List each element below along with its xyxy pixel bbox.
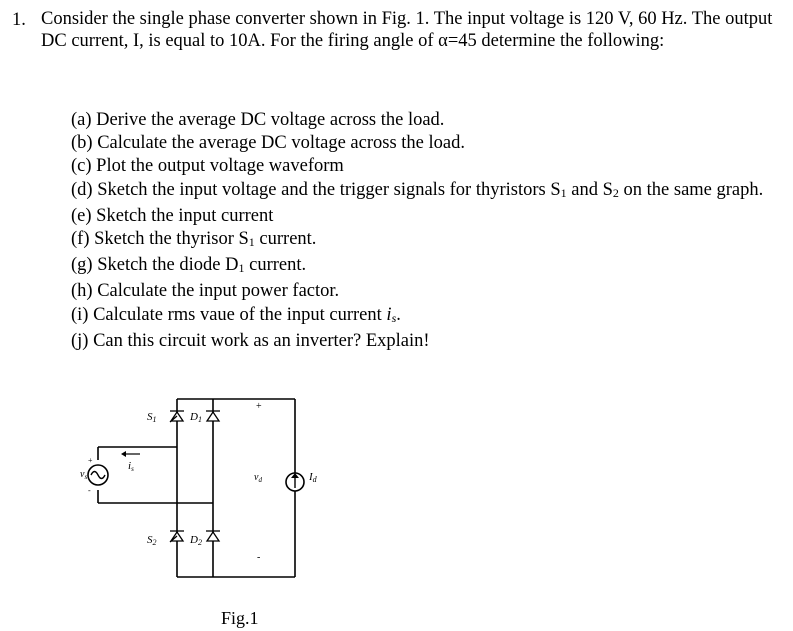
label-d2: D2: [190, 534, 202, 547]
label-source-minus: -: [88, 486, 91, 495]
part-i: [71, 304, 771, 330]
label-s1: S1: [147, 411, 157, 424]
part-b: (b) Calculate the average DC voltage across the load.: [71, 133, 465, 154]
part-f: [71, 228, 771, 254]
label-id: Id: [309, 471, 317, 484]
part-a: (a) Derive the average DC voltage across the load.: [71, 110, 445, 130]
label-is: is: [128, 460, 134, 473]
part-g-post: current.: [244, 255, 307, 276]
part-g: [71, 254, 771, 280]
part-e: (e) Sketch the input current: [71, 205, 274, 226]
diode-d1-icon: [206, 411, 220, 421]
label-plus-top: +: [256, 401, 262, 412]
part-d-sub1: 1: [560, 185, 567, 200]
label-vs: $v_s$: [80, 469, 88, 481]
part-d-sub2: 2: [612, 185, 619, 200]
label-source-plus: +: [88, 456, 93, 465]
part-f-sub1: 1: [248, 235, 255, 250]
ac-source-icon: [88, 465, 108, 485]
current-source-id-icon: [286, 473, 304, 491]
thyristor-s2-icon: [170, 531, 184, 542]
part-d: [71, 179, 771, 205]
part-d-post: on the same graph.: [618, 179, 764, 200]
part-i-italic: i: [386, 304, 392, 325]
label-s2: S2: [147, 534, 157, 547]
converter-circuit-diagram: [80, 385, 340, 595]
part-j: (j) Can this circuit work as an inverter? Explain!: [71, 330, 430, 351]
problem-number: 1.: [12, 10, 26, 30]
part-h: (h) Calculate the input power factor.: [71, 281, 340, 302]
figure-caption: Fig.1: [221, 608, 259, 628]
part-d-mid: and S: [566, 179, 613, 200]
input-current-arrow-icon: [121, 451, 140, 457]
part-i-sub1: s: [391, 310, 397, 325]
label-vd: $v_d$: [254, 472, 262, 484]
part-f-post: current.: [254, 229, 317, 250]
part-i-pre: (i) Calculate rms vaue of the input current: [71, 304, 387, 325]
part-f-pre: (f) Sketch the thyrisor S: [71, 229, 249, 250]
part-c: (c) Plot the output voltage waveform: [71, 156, 344, 177]
parts-list: [71, 109, 771, 353]
label-minus-bottom: -: [257, 552, 261, 563]
part-i-post: .: [396, 304, 401, 325]
part-g-pre: (g) Sketch the diode D: [71, 255, 239, 276]
diode-d2-icon: [206, 531, 220, 541]
thyristor-s1-icon: [170, 411, 184, 422]
part-d-pre: (d) Sketch the input voltage and the trigger signals for thyristors S: [71, 179, 561, 200]
problem-intro: Consider the single phase converter shown in Fig. 1. The input voltage is 120 V, 60 Hz. The output DC current, I, is equal to 10A. For the firing angle of α=45 determine the following:: [41, 9, 773, 51]
label-d1: D1: [190, 411, 202, 424]
part-g-sub1: 1: [238, 261, 245, 276]
